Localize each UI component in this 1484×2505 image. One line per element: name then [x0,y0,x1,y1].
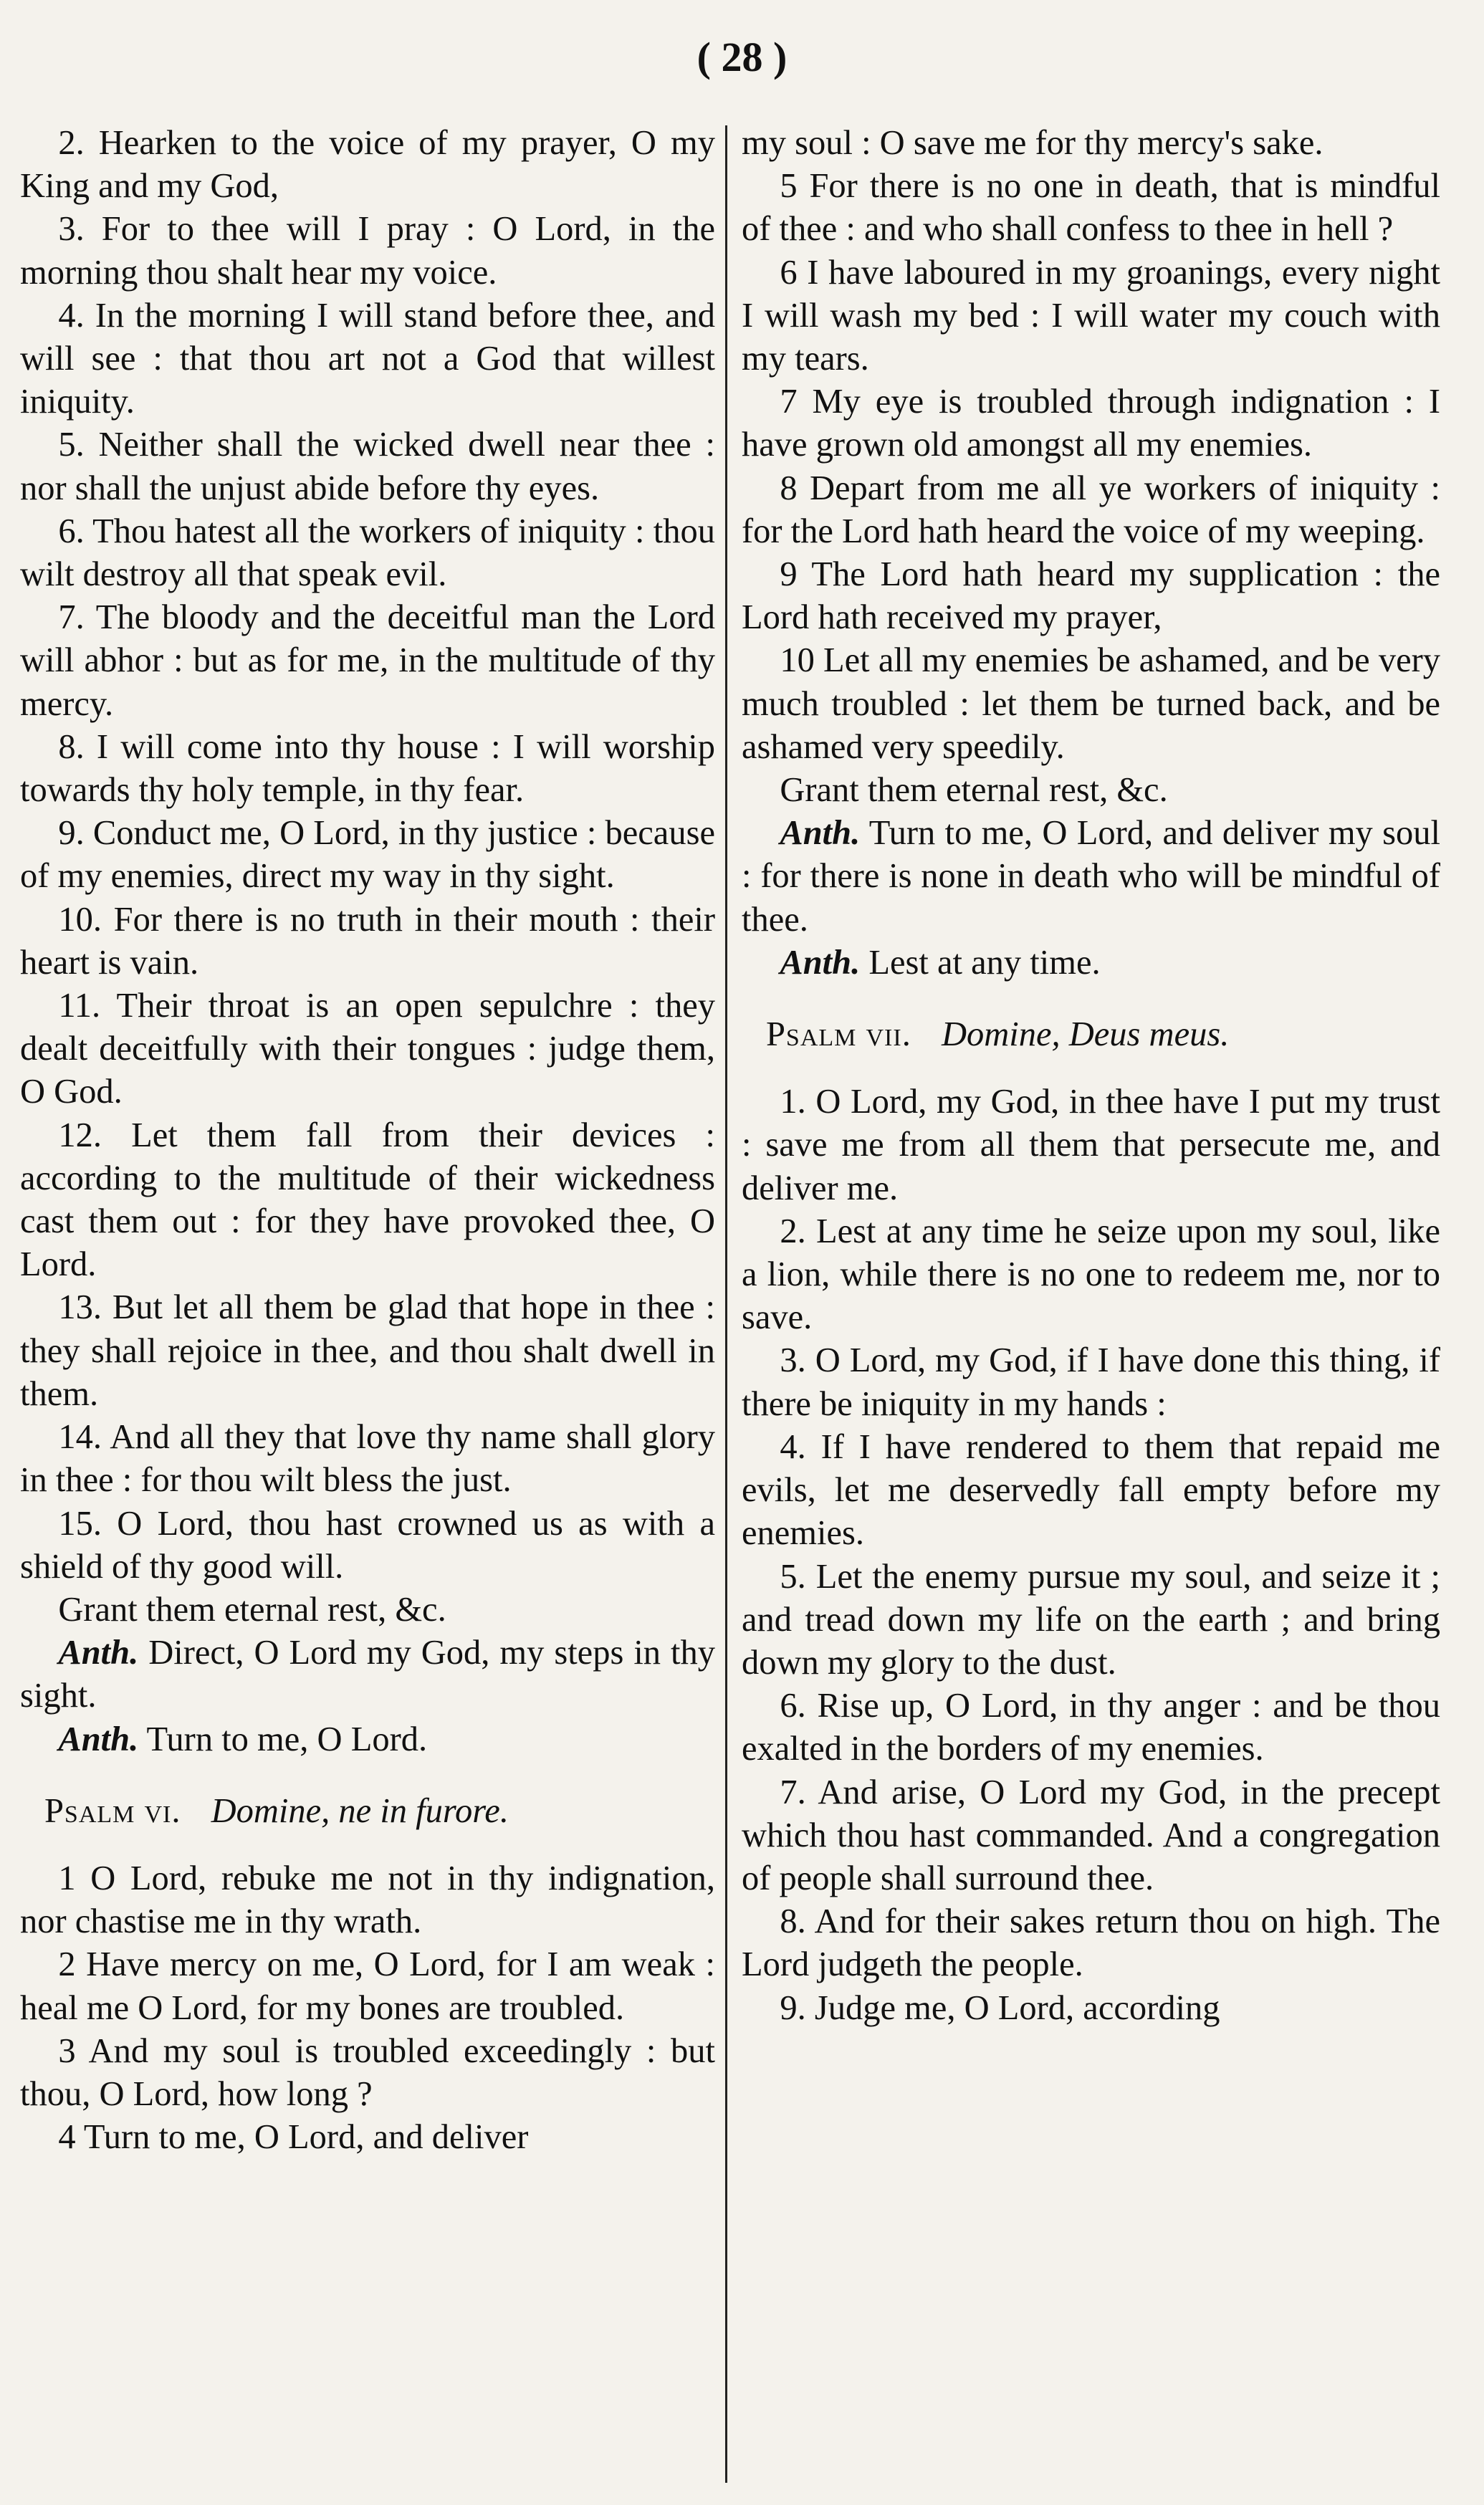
antiphon-label: Anth. [58,1634,139,1672]
verse-paragraph: 9 The Lord hath heard my supplication : the Lord hath received my prayer, [742,555,1440,637]
verse-paragraph: 15. O Lord, thou hast crowned us as with a shield of thy good will. [20,1504,715,1586]
antiphon-text: Direct, O Lord my God, my steps in thy sight. [20,1634,715,1715]
antiphon [742,942,1440,985]
verse-paragraph: 6. Thou hatest all the workers of iniquity : thou wilt destroy all that speak evil. [20,512,715,594]
verse-paragraph: 8. I will come into thy house : I will worship towards thy holy temple, in thy fear. [20,727,715,810]
verse-paragraph: 4. In the morning I will stand before thee, and will see : that thou art not a God that willest iniquity. [20,296,715,421]
right-column [742,122,1440,2486]
psalm-heading-latin: Domine, ne in furore. [211,1791,509,1830]
psalm-heading [742,1013,1440,1056]
verse-paragraph: 7. The bloody and the deceitful man the Lord will abhor : but as for me, in the multitude of thy mercy. [20,598,715,723]
verse-paragraph: 9. Judge me, O Lord, according [780,1988,1220,2027]
verse-paragraph: 2. Lest at any time he seize upon my soul, like a lion, while there is no one to redeem me, nor to save. [742,1212,1440,1337]
page-number: ( 28 ) [696,34,788,80]
rubric-line: Grant them eternal rest, &c. [58,1590,446,1629]
antiphon-label: Anth. [780,943,861,982]
antiphon-text: Turn to me, O Lord, and deliver my soul : for there is none in death who will be mindful of thee. [742,814,1440,939]
antiphon-label: Anth. [58,1720,139,1758]
verse-paragraph: 5. Neither shall the wicked dwell near thee : nor shall the unjust abide before thy eyes. [20,426,715,507]
verse-paragraph: 5 For there is no one in death, that is mindful of thee : and who shall confess to thee in hell ? [742,167,1440,249]
psalm-heading [20,1790,715,1833]
antiphon-text: Turn to me, O Lord. [138,1720,428,1758]
verse-paragraph: 6. Rise up, O Lord, in thy anger : and be thou exalted in the borders of my enemies. [742,1687,1440,1768]
verse-paragraph: 13. But let all them be glad that hope in thee : they shall rejoice in thee, and thou shalt dwell in them. [20,1288,715,1413]
verse-paragraph: 11. Their throat is an open sepulchre : they dealt deceitfully with their tongues : judge them, O God. [20,987,715,1111]
rubric-line: Grant them eternal rest, &c. [780,771,1168,810]
antiphon [20,1718,715,1761]
antiphon [742,812,1440,942]
verse-paragraph: 6 I have laboured in my groanings, every night I will wash my bed : I will water my couch with my tears. [742,253,1440,378]
column-divider [725,125,727,2483]
verse-paragraph: 3. For to thee will I pray : O Lord, in the morning thou shalt hear my voice. [20,210,715,292]
verse-paragraph: 3. O Lord, my God, if I have done this thing, if there be iniquity in my hands : [742,1341,1440,1423]
psalm-heading-label: Psalm vii. [765,1015,911,1054]
antiphon-text: Lest at any time. [860,943,1101,982]
psalm-heading-label: Psalm vi. [44,1791,181,1830]
left-column [20,122,715,2486]
verse-paragraph: 7 My eye is troubled through indignation : I have grown old amongst all my enemies. [742,383,1440,464]
verse-paragraph: 8. And for their sakes return thou on high. The Lord judgeth the people. [742,1902,1440,1984]
antiphon-label: Anth. [780,814,861,853]
antiphon [20,1632,715,1718]
verse-paragraph: 3 And my soul is troubled exceedingly : but thou, O Lord, how long ? [20,2031,715,2113]
verse-paragraph: 4. If I have rendered to them that repaid me evils, let me deservedly fall empty before my enemies. [742,1427,1440,1553]
verse-paragraph: 4 Turn to me, O Lord, and deliver [58,2118,529,2157]
verse-continuation: my soul : O save me for thy mercy's sake. [742,124,1323,162]
verse-paragraph: 8 Depart from me all ye workers of iniquity : for the Lord hath heard the voice of my weeping. [742,469,1440,550]
verse-paragraph: 2. Hearken to the voice of my prayer, O my King and my God, [20,124,715,206]
verse-paragraph: 10 Let all my enemies be ashamed, and be very much troubled : let them be turned back, and be ashamed very speedily. [742,641,1440,766]
verse-paragraph: 14. And all they that love thy name shall glory in thee : for thou wilt bless the just. [20,1418,715,1500]
verse-paragraph: 2 Have mercy on me, O Lord, for I am weak : heal me O Lord, for my bones are troubled. [20,1945,715,2027]
verse-paragraph: 12. Let them fall from their devices : according to the multitude of their wickedness cast them out : for they have provoked thee, O Lord. [20,1116,715,1284]
verse-paragraph: 1. O Lord, my God, in thee have I put my trust : save me from all them that persecute me, and deliver me. [742,1083,1440,1207]
verse-paragraph: 9. Conduct me, O Lord, in thy justice : because of my enemies, direct my way in thy sight. [20,814,715,896]
verse-paragraph: 7. And arise, O Lord my God, in the precept which thou hast commanded. And a congregation of people shall surround thee. [742,1773,1440,1897]
psalm-heading-latin: Domine, Deus meus. [941,1015,1230,1054]
verse-paragraph: 10. For there is no truth in their mouth : their heart is vain. [20,900,715,982]
verse-paragraph: 5. Let the enemy pursue my soul, and seize it ; and tread down my life on the earth ; and bring down my glory to the dust. [742,1557,1440,1682]
verse-paragraph: 1 O Lord, rebuke me not in thy indignation, nor chastise me in thy wrath. [20,1859,715,1941]
